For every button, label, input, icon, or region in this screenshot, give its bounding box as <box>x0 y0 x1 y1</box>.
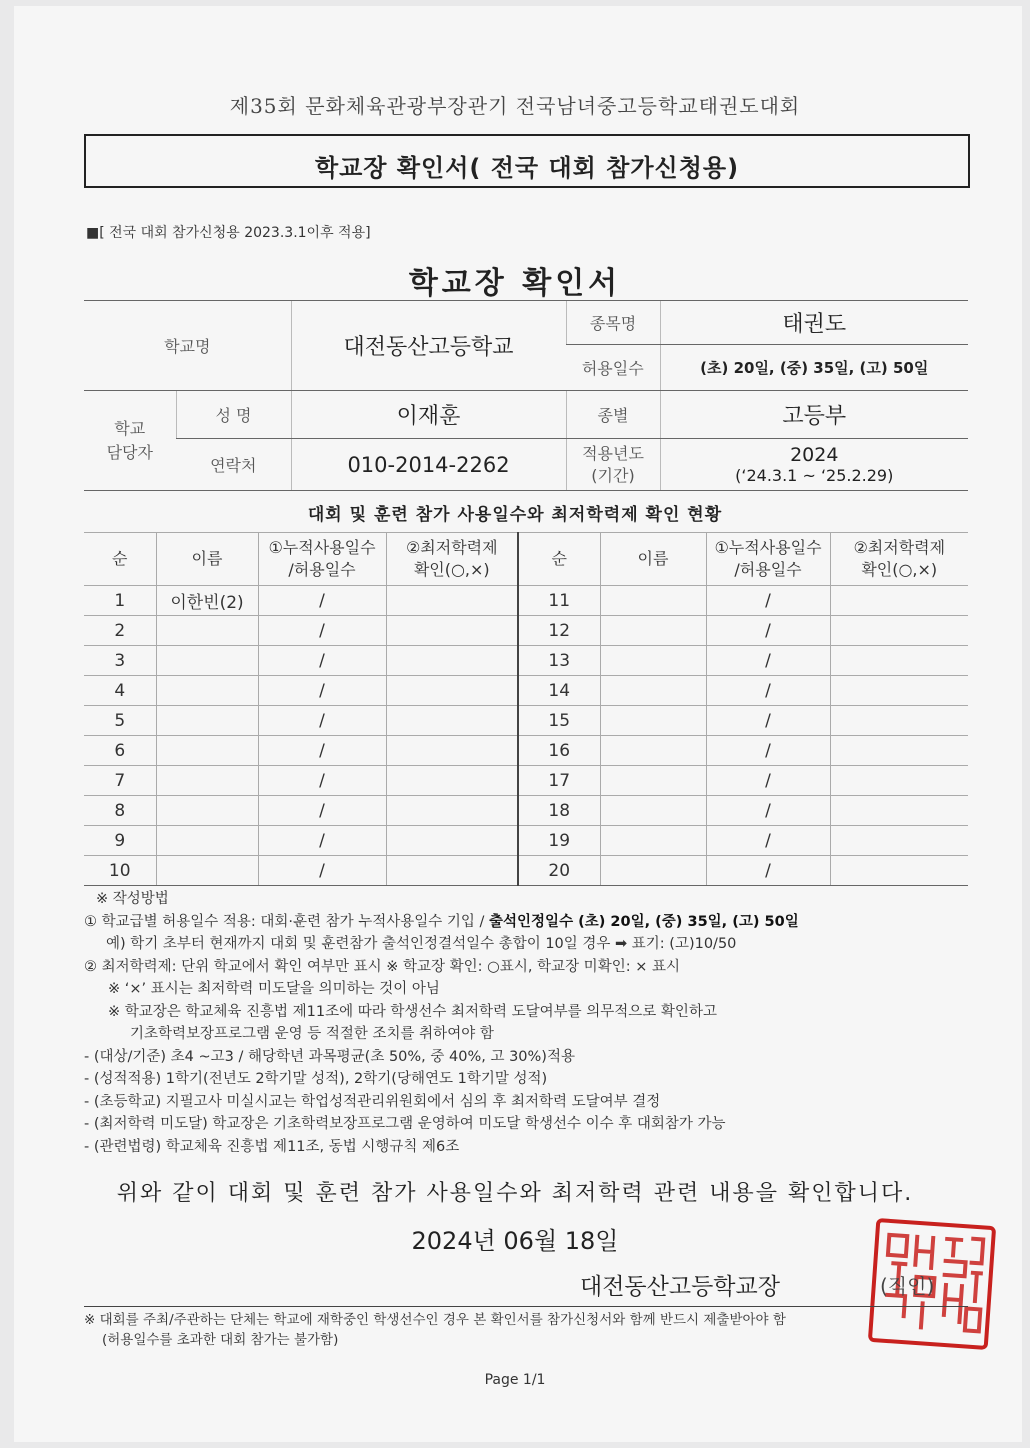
cell-no: 5 <box>84 706 156 736</box>
instructions <box>84 888 984 1158</box>
header-box <box>84 134 970 188</box>
header-box-text: 학교장 확인서( 전국 대회 참가신청용) <box>314 154 740 182</box>
status-table <box>84 532 968 886</box>
cell-days: / <box>706 586 830 616</box>
note-2: ② 최저학력제: 단위 학교에서 확인 여부만 표시 ※ 학교장 확인: ○표시, 학교장 미확인: × 표시 <box>84 958 680 975</box>
cell-no: 18 <box>518 796 600 826</box>
table-row <box>84 706 968 736</box>
cell-no: 16 <box>518 736 600 766</box>
header-check: ②최저학력제 확인(○,×) <box>830 533 968 586</box>
allowed-days-value: (초) 20일, (중) 35일, (고) 50일 <box>660 345 968 391</box>
table-row <box>84 616 968 646</box>
detail-3: - (초등학교) 지필고사 미실시교는 학업성적관리위원회에서 심의 후 최저학력 도달여부 결정 <box>84 1093 661 1110</box>
cell-check <box>830 676 968 706</box>
cell-no: 3 <box>84 646 156 676</box>
category-value: 고등부 <box>660 391 968 439</box>
cell-no: 17 <box>518 766 600 796</box>
cell-name <box>156 706 258 736</box>
category-label: 종별 <box>566 391 660 439</box>
table-row <box>84 646 968 676</box>
cell-check <box>830 826 968 856</box>
footnote-line-2: (허용일수를 초과한 대회 참가는 불가함) <box>102 1332 339 1348</box>
year-label: 적용년도 (기간) <box>566 439 660 491</box>
cell-name <box>156 676 258 706</box>
main-title: 학교장 확인서 <box>408 266 622 301</box>
school-label: 학교명 <box>84 301 291 391</box>
cell-days: / <box>706 616 830 646</box>
cell-name <box>156 796 258 826</box>
cell-no: 12 <box>518 616 600 646</box>
cell-name <box>156 766 258 796</box>
cell-no: 13 <box>518 646 600 676</box>
table-row <box>84 676 968 706</box>
page-number: Page 1/1 <box>484 1372 546 1388</box>
cell-name <box>156 646 258 676</box>
header-name: 이름 <box>156 533 258 586</box>
applicable-note: ■[ 전국 대회 참가신청용 2023.3.1이후 적용] <box>86 225 371 241</box>
year-period: (‘24.3.1 ~ ‘25.2.29) <box>735 466 894 485</box>
cell-days: / <box>258 796 386 826</box>
cell-days: / <box>258 736 386 766</box>
cell-days: / <box>258 646 386 676</box>
cell-days: / <box>258 706 386 736</box>
cell-check <box>830 646 968 676</box>
cell-no: 10 <box>84 856 156 886</box>
cell-name <box>600 676 706 706</box>
detail-4: - (최저학력 미도달) 학교장은 기초학력보장프로그램 운영하여 미도달 학생선수 이수 후 대회참가 가능 <box>84 1116 726 1132</box>
info-table <box>84 300 968 491</box>
cell-no: 2 <box>84 616 156 646</box>
table-row <box>84 736 968 766</box>
manager-name: 이재훈 <box>291 391 566 439</box>
cell-check <box>830 796 968 826</box>
cell-days: / <box>258 676 386 706</box>
table-row <box>84 856 968 886</box>
issue-date: 2024년 06월 18일 <box>411 1227 619 1255</box>
cell-check <box>386 796 518 826</box>
cell-days: / <box>706 736 830 766</box>
cell-check <box>386 706 518 736</box>
cell-no: 8 <box>84 796 156 826</box>
cell-days: / <box>258 616 386 646</box>
cell-check <box>830 856 968 886</box>
cell-days: / <box>706 676 830 706</box>
cell-no: 20 <box>518 856 600 886</box>
cell-days: / <box>258 586 386 616</box>
detail-2: - (성적적용) 1학기(전년도 2학기말 성적), 2학기(당해연도 1학기말 성적) <box>84 1071 548 1087</box>
sport-label: 종목명 <box>566 301 660 345</box>
cell-name <box>600 646 706 676</box>
cell-name <box>156 736 258 766</box>
header-name: 이름 <box>600 533 706 586</box>
contact-label: 연락처 <box>176 439 291 491</box>
cell-check <box>386 676 518 706</box>
manager-label: 학교 담당자 <box>84 391 176 491</box>
cell-check <box>386 736 518 766</box>
cell-name <box>600 766 706 796</box>
cell-check <box>386 616 518 646</box>
cell-days: / <box>706 766 830 796</box>
cell-days: / <box>706 856 830 886</box>
header-no: 순 <box>518 533 600 586</box>
footer-divider <box>84 1306 968 1307</box>
school-name: 대전동산고등학교 <box>291 301 566 391</box>
cell-no: 15 <box>518 706 600 736</box>
cell-no: 11 <box>518 586 600 616</box>
cell-check <box>386 826 518 856</box>
cell-days: / <box>258 766 386 796</box>
detail-1: - (대상/기준) 초4 ~고3 / 해당학년 과목평균(초 50%, 중 40%, 고 30%)적용 <box>84 1048 575 1065</box>
seal-mark: (직인) <box>880 1274 935 1298</box>
cell-days: / <box>706 706 830 736</box>
cell-no: 1 <box>84 586 156 616</box>
cell-name <box>600 856 706 886</box>
note-4: ※ 학교장은 학교체육 진흥법 제11조에 따라 학생선수 최저학력 도달여부를 의무적으로 확인하고 <box>108 1003 717 1020</box>
year-value: 2024 <box>790 444 839 466</box>
note-1-bold: 출석인정일수 (초) 20일, (중) 35일, (고) 50일 <box>489 913 799 930</box>
cell-days: / <box>706 826 830 856</box>
cell-check <box>386 766 518 796</box>
cell-name <box>600 826 706 856</box>
detail-5: - (관련법령) 학교체육 진흥법 제11조, 동법 시행규칙 제6조 <box>84 1138 460 1155</box>
cell-name <box>600 706 706 736</box>
cell-no: 4 <box>84 676 156 706</box>
note-1: ① 학교급별 허용일수 적용: 대회·훈련 참가 누적사용일수 기입 / <box>84 913 490 930</box>
cell-name <box>600 736 706 766</box>
table-row <box>84 586 968 616</box>
cell-days: / <box>706 646 830 676</box>
note-1-example: 예) 학기 초부터 현재까지 대회 및 훈련참가 출석인정결석일수 총합이 10일 경우 ➡ 표기: (고)10/50 <box>106 936 737 952</box>
header-days: ①누적사용일수 /허용일수 <box>706 533 830 586</box>
cell-no: 6 <box>84 736 156 766</box>
note-3: ※ ‘×’ 표시는 최저학력 미도달을 의미하는 것이 아님 <box>108 981 440 997</box>
contact-value: 010-2014-2262 <box>291 439 566 491</box>
cell-days: / <box>258 856 386 886</box>
cell-no: 9 <box>84 826 156 856</box>
cell-name <box>600 796 706 826</box>
cell-no: 7 <box>84 766 156 796</box>
sport-value: 태권도 <box>660 301 968 345</box>
note-4-cont: 기초학력보장프로그램 운영 등 적절한 조치를 취하여야 함 <box>130 1026 494 1042</box>
cell-name <box>600 586 706 616</box>
event-title: 제35회 문화체육관광부장관기 전국남녀중고등학교태권도대회 <box>229 94 801 118</box>
cell-days: / <box>258 826 386 856</box>
cell-no: 19 <box>518 826 600 856</box>
cell-check <box>830 616 968 646</box>
cell-check <box>386 646 518 676</box>
principal-signature: 대전동산고등학교장 <box>580 1274 780 1300</box>
table-row <box>84 826 968 856</box>
section-title: 대회 및 훈련 참가 사용일수와 최저학력제 확인 현황 <box>307 505 723 525</box>
table-row <box>84 766 968 796</box>
cell-name: 이한빈(2) <box>156 586 258 616</box>
confirm-statement: 위와 같이 대회 및 훈련 참가 사용일수와 최저학력 관련 내용을 확인합니다. <box>116 1181 914 1206</box>
cell-name <box>156 826 258 856</box>
cell-check <box>386 856 518 886</box>
cell-check <box>386 586 518 616</box>
cell-no: 14 <box>518 676 600 706</box>
cell-check <box>830 706 968 736</box>
cell-check <box>830 766 968 796</box>
notes-heading: ※ 작성방법 <box>96 891 169 907</box>
cell-check <box>830 586 968 616</box>
footnote-line-1: ※ 대회를 주최/주관하는 단체는 학교에 재학중인 학생선수인 경우 본 확인서를 참가신청서와 함께 반드시 제출받아야 함 <box>84 1312 786 1328</box>
cell-name <box>156 616 258 646</box>
name-label: 성 명 <box>176 391 291 439</box>
header-days: ①누적사용일수 /허용일수 <box>258 533 386 586</box>
table-row <box>84 796 968 826</box>
header-check: ②최저학력제 확인(○,×) <box>386 533 518 586</box>
allowed-days-label: 허용일수 <box>566 345 660 391</box>
cell-name <box>600 616 706 646</box>
header-no: 순 <box>84 533 156 586</box>
cell-days: / <box>706 796 830 826</box>
cell-name <box>156 856 258 886</box>
year-cell <box>660 439 968 491</box>
cell-check <box>830 736 968 766</box>
footnote <box>84 1310 984 1350</box>
